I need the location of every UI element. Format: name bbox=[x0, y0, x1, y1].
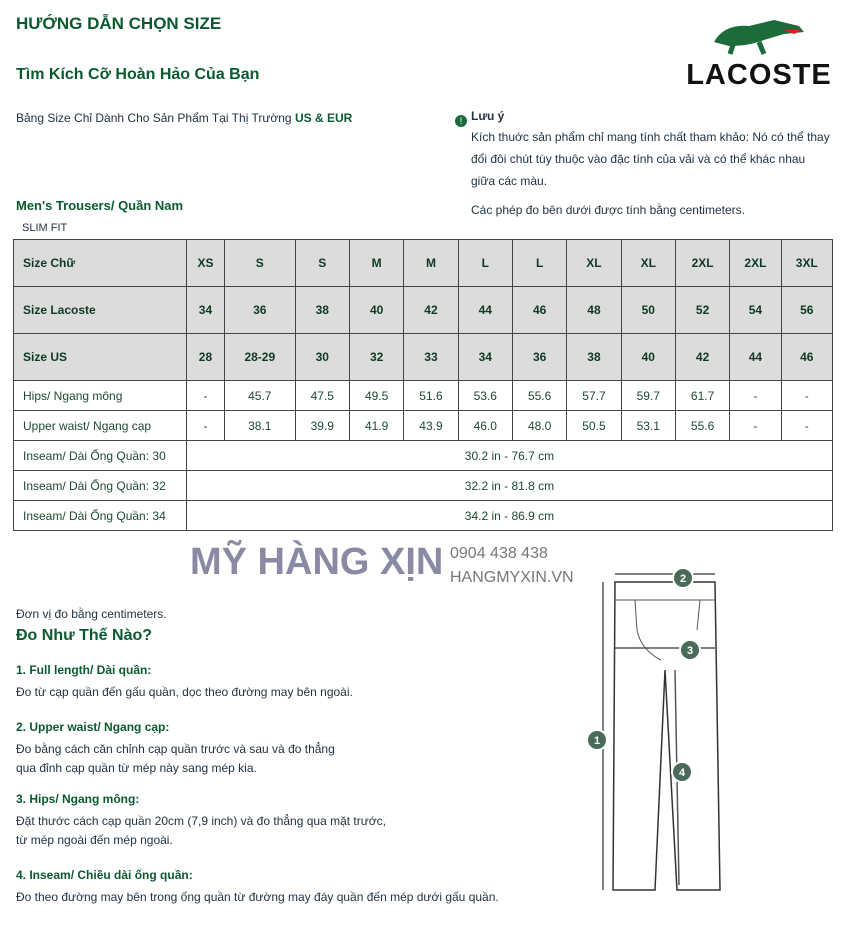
measure-cell: 48.0 bbox=[512, 411, 566, 441]
size-cell: S bbox=[295, 240, 349, 287]
step-line: qua đỉnh cạp quần từ mép này sang mép kia. bbox=[16, 761, 257, 775]
size-cell: M bbox=[404, 240, 458, 287]
size-cell: 54 bbox=[730, 287, 781, 334]
size-cell: S bbox=[224, 240, 295, 287]
diagram-marker bbox=[673, 568, 693, 588]
step-title: 2. Upper waist/ Ngang cạp: bbox=[16, 720, 170, 734]
measure-cell: 45.7 bbox=[224, 381, 295, 411]
measure-cell: 38.1 bbox=[224, 411, 295, 441]
measure-cell: - bbox=[187, 411, 225, 441]
size-cell: 33 bbox=[404, 334, 458, 381]
lacoste-logo bbox=[686, 12, 832, 89]
measure-cell: 59.7 bbox=[621, 381, 675, 411]
step bbox=[16, 720, 335, 778]
unit-note: Các phép đo bên dưới được tính bằng centimeters. bbox=[471, 203, 745, 217]
diagram-marker bbox=[672, 762, 692, 782]
note-heading: Lưu ý bbox=[471, 109, 505, 123]
size-cell: 52 bbox=[675, 287, 729, 334]
measure-cell: 41.9 bbox=[349, 411, 403, 441]
row-label: Hips/ Ngang mông bbox=[14, 381, 187, 411]
step bbox=[16, 792, 386, 850]
size-cell: L bbox=[512, 240, 566, 287]
row-label: Inseam/ Dài Ống Quần: 32 bbox=[14, 471, 187, 501]
page-title: HƯỚNG DẪN CHỌN SIZE bbox=[16, 14, 222, 33]
step-line: Đo từ cạp quần đến gấu quần, dọc theo đường may bên ngoài. bbox=[16, 685, 353, 699]
size-cell: 34 bbox=[187, 287, 225, 334]
table-row bbox=[14, 240, 833, 287]
row-label: Size US bbox=[14, 334, 187, 381]
size-cell: 56 bbox=[781, 287, 832, 334]
table-row bbox=[14, 441, 833, 471]
size-cell: 38 bbox=[567, 334, 621, 381]
measure-cell: 43.9 bbox=[404, 411, 458, 441]
measure-cell: 46.0 bbox=[458, 411, 512, 441]
size-cell: 44 bbox=[730, 334, 781, 381]
market-note-bold: US & EUR bbox=[294, 111, 353, 125]
size-cell: 36 bbox=[224, 287, 295, 334]
size-cell: 36 bbox=[512, 334, 566, 381]
trousers-diagram bbox=[575, 560, 755, 910]
size-cell: 32 bbox=[349, 334, 403, 381]
measure-cell: - bbox=[730, 411, 781, 441]
crocodile-icon bbox=[704, 12, 814, 56]
size-cell: M bbox=[349, 240, 403, 287]
size-cell: 50 bbox=[621, 287, 675, 334]
how-title: Đo Như Thế Nào? bbox=[16, 627, 153, 644]
market-note-text: Bảng Size Chỉ Dành Cho Sản Phẩm Tại Thị Trường bbox=[16, 111, 295, 125]
watermark-phone: 0904 438 438 bbox=[450, 545, 548, 562]
size-cell: 46 bbox=[512, 287, 566, 334]
table-row bbox=[14, 471, 833, 501]
table-row bbox=[14, 501, 833, 531]
table-row bbox=[14, 287, 833, 334]
step-title: 1. Full length/ Dài quần: bbox=[16, 663, 152, 677]
brand-name: LACOSTE bbox=[686, 59, 832, 91]
size-cell: 46 bbox=[781, 334, 832, 381]
table-row bbox=[14, 334, 833, 381]
size-cell: 30 bbox=[295, 334, 349, 381]
size-cell: 40 bbox=[621, 334, 675, 381]
row-label: Size Lacoste bbox=[14, 287, 187, 334]
measure-cell: - bbox=[781, 411, 832, 441]
measure-cell: - bbox=[187, 381, 225, 411]
step-title: 3. Hips/ Ngang mông: bbox=[16, 792, 140, 806]
measure-cell: 47.5 bbox=[295, 381, 349, 411]
size-cell: XL bbox=[567, 240, 621, 287]
fit-label: SLIM FIT bbox=[22, 222, 68, 234]
size-cell: 38 bbox=[295, 287, 349, 334]
note-text: Kích thuớc sản phẩm chỉ mang tính chất tham khảo: Nó có thể thay đổi đôi chút tùy thuộc vào đặc tính của vải và có thể khác nhau giữa các màu. bbox=[471, 130, 830, 188]
size-cell: 28-29 bbox=[224, 334, 295, 381]
svg-text:4: 4 bbox=[678, 767, 686, 779]
svg-text:3: 3 bbox=[686, 645, 694, 657]
size-cell: 2XL bbox=[730, 240, 781, 287]
size-table bbox=[13, 239, 833, 531]
table-row bbox=[14, 411, 833, 441]
measure-cell: 53.6 bbox=[458, 381, 512, 411]
step-line: từ mép ngoài đến mép ngoài. bbox=[16, 833, 173, 847]
size-cell: 42 bbox=[404, 287, 458, 334]
measure-cell: 53.1 bbox=[621, 411, 675, 441]
step-title: 4. Inseam/ Chiều dài ống quần: bbox=[16, 868, 193, 882]
size-cell: 2XL bbox=[675, 240, 729, 287]
size-cell: XL bbox=[621, 240, 675, 287]
measure-cell: 39.9 bbox=[295, 411, 349, 441]
measure-cell: 55.6 bbox=[512, 381, 566, 411]
row-label: Size Chữ bbox=[14, 240, 187, 287]
market-note bbox=[16, 111, 352, 125]
row-label: Upper waist/ Ngang cạp bbox=[14, 411, 187, 441]
size-cell: 34 bbox=[458, 334, 512, 381]
page-subtitle: Tìm Kích Cỡ Hoàn Hảo Của Bạn bbox=[16, 66, 260, 83]
svg-text:2: 2 bbox=[679, 573, 687, 585]
measure-cell: 49.5 bbox=[349, 381, 403, 411]
measure-cell: - bbox=[781, 381, 832, 411]
row-label: Inseam/ Dài Ống Quần: 30 bbox=[14, 441, 187, 471]
size-cell: 40 bbox=[349, 287, 403, 334]
diagram-marker bbox=[587, 730, 607, 750]
step-line: Đo bằng cách căn chỉnh cạp quần trước và sau và đo thẳng bbox=[16, 742, 335, 756]
step bbox=[16, 663, 353, 702]
size-cell: 28 bbox=[187, 334, 225, 381]
measure-cell: 55.6 bbox=[675, 411, 729, 441]
measure-cell: - bbox=[730, 381, 781, 411]
step bbox=[16, 868, 499, 907]
info-icon: ! bbox=[455, 111, 467, 129]
size-cell: 42 bbox=[675, 334, 729, 381]
step-line: Đặt thước cách cạp quần 20cm (7,9 inch) và đo thẳng qua mặt trước, bbox=[16, 814, 386, 828]
size-cell: 3XL bbox=[781, 240, 832, 287]
measure-cell: 51.6 bbox=[404, 381, 458, 411]
inseam-value: 32.2 in - 81.8 cm bbox=[187, 471, 833, 501]
diagram-marker bbox=[680, 640, 700, 660]
watermark: HANGMYXIN.VN bbox=[450, 569, 574, 586]
measure-cell: 57.7 bbox=[567, 381, 621, 411]
size-cell: 48 bbox=[567, 287, 621, 334]
watermark-logo: MỸ HÀNG XỊN bbox=[190, 541, 444, 583]
inseam-value: 34.2 in - 86.9 cm bbox=[187, 501, 833, 531]
size-cell: L bbox=[458, 240, 512, 287]
table-row bbox=[14, 381, 833, 411]
inseam-value: 30.2 in - 76.7 cm bbox=[187, 441, 833, 471]
step-line: Đo theo đường may bên trong ống quần từ đường may đáy quần đến mép dưới gấu quần. bbox=[16, 890, 499, 904]
size-cell: XS bbox=[187, 240, 225, 287]
row-label: Inseam/ Dài Ống Quần: 34 bbox=[14, 501, 187, 531]
svg-text:1: 1 bbox=[593, 735, 601, 747]
measure-cell: 50.5 bbox=[567, 411, 621, 441]
size-cell: 44 bbox=[458, 287, 512, 334]
section-title: Men's Trousers/ Quần Nam bbox=[16, 198, 184, 213]
measure-cell: 61.7 bbox=[675, 381, 729, 411]
unit-line: Đơn vị đo bằng centimeters. bbox=[16, 607, 167, 621]
